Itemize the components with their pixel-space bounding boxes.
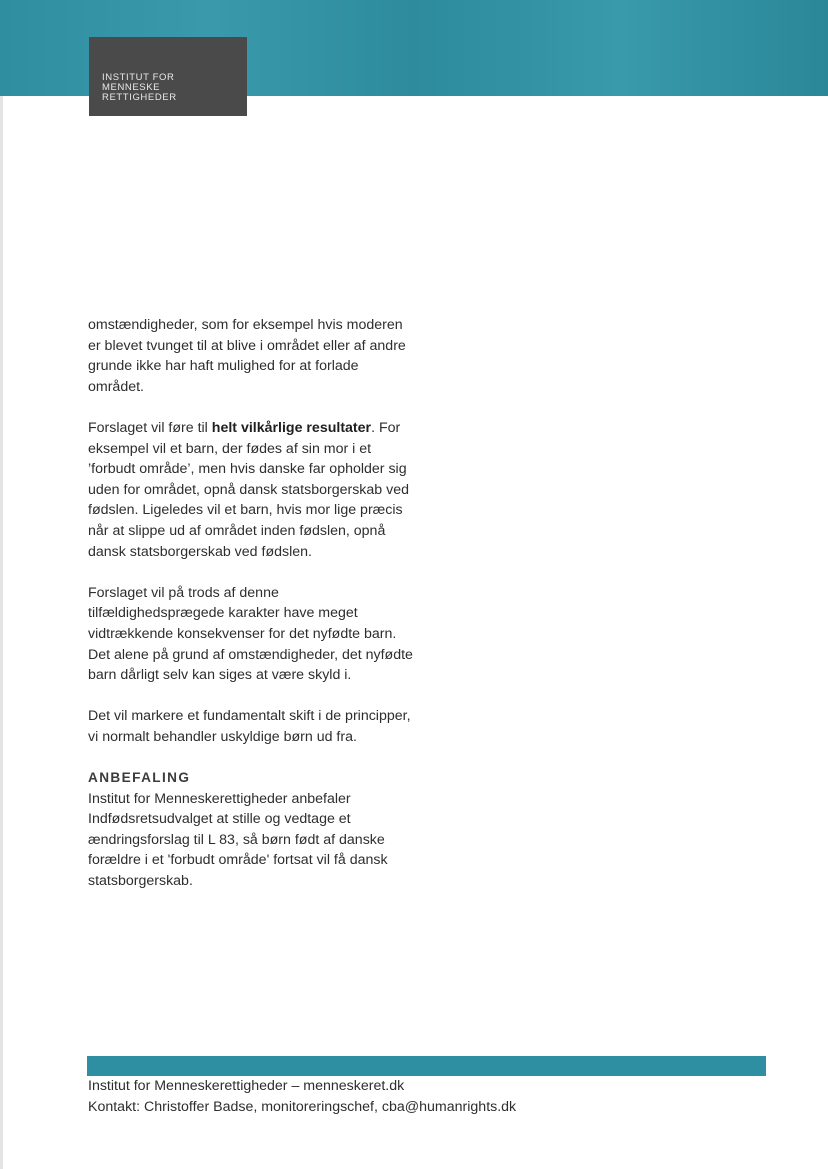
paragraph-2-rest: . For eksempel vil et barn, der fødes af sin mor i et ’forbudt område’, men hvis danske far opholder sig uden for området, opnå dansk statsborgerskab ved fødslen. Ligeledes vil et barn, hvis mor lige præcis når at slippe ud af området inden fødslen, opnå dansk statsborgerskab ved fødslen.	[88, 419, 409, 560]
scan-edge	[0, 96, 3, 1169]
logo-text	[102, 73, 177, 103]
footer-bar	[87, 1056, 766, 1076]
paragraph-principles: Det vil markere et fundamentalt skift i de principper, vi normalt behandler uskyldige børn ud fra.	[88, 708, 411, 745]
footer-contact-line: Kontakt: Christoffer Badse, monitoreringschef, cba@humanrights.dk	[88, 1099, 517, 1115]
document-body	[88, 315, 418, 892]
institute-logo	[89, 37, 247, 116]
logo-line-3: RETTIGHEDER	[102, 92, 177, 103]
paragraph-arbitrary-results	[88, 418, 418, 562]
paragraph-2-start: Forslaget vil føre til	[88, 419, 212, 436]
logo-line-2: MENNESKE	[102, 82, 161, 93]
footer	[88, 1076, 516, 1118]
paragraph-circumstances: omstændigheder, som for eksempel hvis moderen er blevet tvunget til at blive i området eller af andre grunde ikke har haft mulighed for at forlade området.	[88, 317, 406, 395]
recommendation-text: Institut for Menneskerettigheder anbefaler Indfødsretsudvalget at stille og vedtage et ændringsforslag til L 83, så børn født af danske forældre i et 'forbudt område' fortsat vil få dansk statsborgerskab.	[88, 790, 388, 890]
emphasis-arbitrary-results: helt vilkårlige resultater	[211, 419, 372, 436]
paragraph-consequences: Forslaget vil på trods af denne tilfældighedsprægede karakter have meget vidtrækkende konsekvenser for det nyfødte barn. Det alene på grund af omstændigheder, det nyfødte barn dårligt selv kan siges at være skyld i.	[88, 584, 413, 684]
recommendation-heading: ANBEFALING	[88, 770, 191, 786]
footer-institute-line: Institut for Menneskerettigheder – menneskeret.dk	[88, 1078, 405, 1094]
logo-line-1: INSTITUT FOR	[102, 72, 175, 83]
